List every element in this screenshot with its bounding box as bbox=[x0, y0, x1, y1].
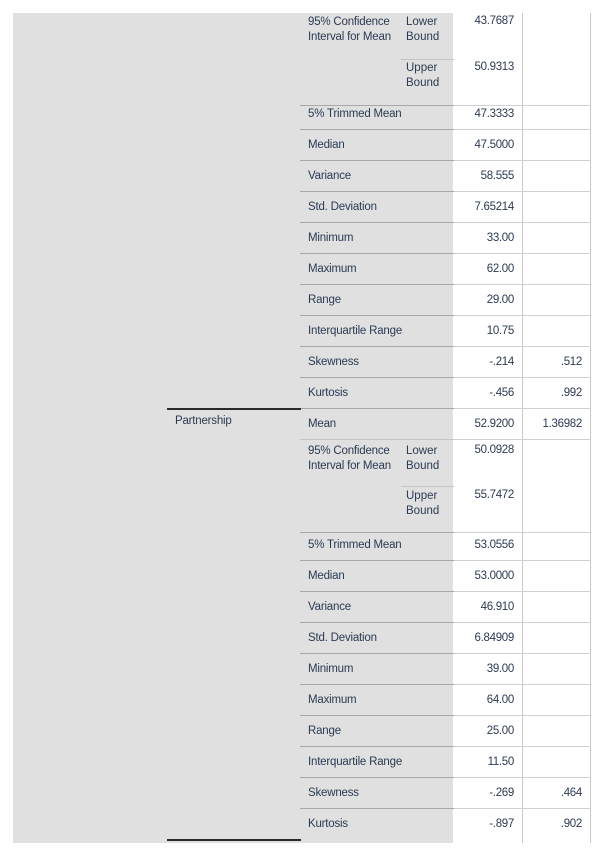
stat-label: Interquartile Range bbox=[308, 325, 403, 337]
bound-label-line: Bound bbox=[406, 460, 440, 472]
stat-label: Maximum bbox=[308, 263, 357, 275]
stat-value: 62.00 bbox=[486, 263, 514, 275]
stat-label: Maximum bbox=[308, 694, 357, 706]
stat-label: Range bbox=[308, 725, 341, 737]
ci-label-line: 95% Confidence bbox=[308, 16, 390, 28]
stat-row bbox=[300, 654, 591, 685]
stat-value: 25.00 bbox=[486, 725, 514, 737]
stat-value: -.456 bbox=[489, 387, 514, 399]
stat-label: Mean bbox=[308, 418, 336, 430]
stat-label: Variance bbox=[308, 601, 351, 613]
stat-row bbox=[300, 130, 591, 161]
stat-label: Kurtosis bbox=[308, 387, 348, 399]
stat-row bbox=[300, 530, 591, 561]
lower-bound-value: 43.7687 bbox=[474, 15, 514, 27]
stat-value: 53.0556 bbox=[474, 539, 514, 551]
stat-row bbox=[300, 592, 591, 623]
stat-label: Std. Deviation bbox=[308, 632, 377, 644]
stat-row bbox=[300, 623, 591, 654]
bound-label-line: Upper bbox=[406, 490, 438, 502]
bound-label-line: Upper bbox=[406, 62, 438, 74]
upper-bound-value: 55.7472 bbox=[474, 489, 514, 501]
stat-label: Skewness bbox=[308, 787, 359, 799]
stat-row bbox=[300, 99, 591, 130]
stat-row bbox=[300, 223, 591, 254]
stat-value: 58.555 bbox=[480, 170, 514, 182]
stat-label: Median bbox=[308, 139, 345, 151]
stat-label: 5% Trimmed Mean bbox=[308, 108, 402, 120]
ci-label bbox=[308, 15, 391, 45]
upper-bound-label bbox=[406, 489, 439, 519]
stat-row-mean bbox=[300, 409, 591, 440]
stat-value: 29.00 bbox=[486, 294, 514, 306]
stat-value: 46.910 bbox=[480, 601, 514, 613]
stat-label: Skewness bbox=[308, 356, 359, 368]
stat-row bbox=[300, 285, 591, 316]
std-error-value: .512 bbox=[560, 356, 582, 368]
stat-label: Median bbox=[308, 570, 345, 582]
lower-bound-value: 50.0928 bbox=[474, 444, 514, 456]
stat-row bbox=[300, 778, 591, 809]
stat-row bbox=[300, 809, 591, 840]
bound-separator bbox=[401, 59, 454, 60]
stat-row bbox=[300, 747, 591, 778]
stat-value: 11.50 bbox=[487, 756, 514, 768]
stat-row bbox=[300, 347, 591, 378]
std-error-value: .464 bbox=[560, 787, 582, 799]
std-error-value: .992 bbox=[560, 387, 582, 399]
std-error-value: .902 bbox=[560, 818, 582, 830]
bound-label-line: Bound bbox=[406, 77, 440, 89]
stat-label: Interquartile Range bbox=[308, 756, 403, 768]
stat-value: -.897 bbox=[489, 818, 514, 830]
stat-row bbox=[300, 161, 591, 192]
stat-row bbox=[300, 716, 591, 747]
upper-bound-label bbox=[406, 61, 439, 91]
ci-block-partnership bbox=[300, 440, 591, 533]
stat-value: 10.75 bbox=[486, 325, 514, 337]
group-column bbox=[13, 13, 300, 843]
stat-value: 6.84909 bbox=[474, 632, 514, 644]
stat-value: -.214 bbox=[489, 356, 514, 368]
group-divider bbox=[167, 839, 301, 841]
bound-label-line: Lower bbox=[406, 16, 438, 28]
group-divider bbox=[167, 408, 301, 410]
ci-block-prev bbox=[300, 13, 591, 106]
std-error-value: 1.36982 bbox=[542, 418, 582, 430]
stat-value: 47.5000 bbox=[474, 139, 514, 151]
bound-separator bbox=[401, 486, 454, 487]
stat-label: Range bbox=[308, 294, 341, 306]
stat-label: Minimum bbox=[308, 663, 354, 675]
stat-value: -.269 bbox=[489, 787, 514, 799]
stat-row bbox=[300, 378, 591, 409]
stat-value: 7.65214 bbox=[474, 201, 514, 213]
stat-label: Kurtosis bbox=[308, 818, 348, 830]
bound-label-line: Bound bbox=[406, 31, 440, 43]
ci-label-line: Interval for Mean bbox=[308, 31, 391, 43]
ci-label-line: Interval for Mean bbox=[308, 460, 391, 472]
stat-row bbox=[300, 192, 591, 223]
group-label-partnership: Partnership bbox=[175, 415, 232, 427]
descriptives-table bbox=[13, 13, 591, 843]
stat-label: 5% Trimmed Mean bbox=[308, 539, 402, 551]
stat-label: Std. Deviation bbox=[308, 201, 377, 213]
bound-label-line: Lower bbox=[406, 445, 438, 457]
stat-label: Minimum bbox=[308, 232, 354, 244]
ci-label bbox=[308, 444, 391, 474]
stat-row bbox=[300, 254, 591, 285]
stat-value: 52.9200 bbox=[474, 418, 514, 430]
ci-label-line: 95% Confidence bbox=[308, 445, 390, 457]
stat-value: 53.0000 bbox=[474, 570, 514, 582]
bound-label-line: Bound bbox=[406, 505, 440, 517]
stat-value: 33.00 bbox=[486, 232, 514, 244]
lower-bound-label bbox=[406, 15, 439, 45]
stat-row bbox=[300, 316, 591, 347]
stat-label: Variance bbox=[308, 170, 351, 182]
upper-bound-value: 50.9313 bbox=[474, 61, 514, 73]
stat-value: 64.00 bbox=[486, 694, 514, 706]
stat-value: 39.00 bbox=[486, 663, 514, 675]
stat-row bbox=[300, 561, 591, 592]
stat-value: 47.3333 bbox=[474, 108, 514, 120]
lower-bound-label bbox=[406, 444, 439, 474]
stat-row bbox=[300, 685, 591, 716]
